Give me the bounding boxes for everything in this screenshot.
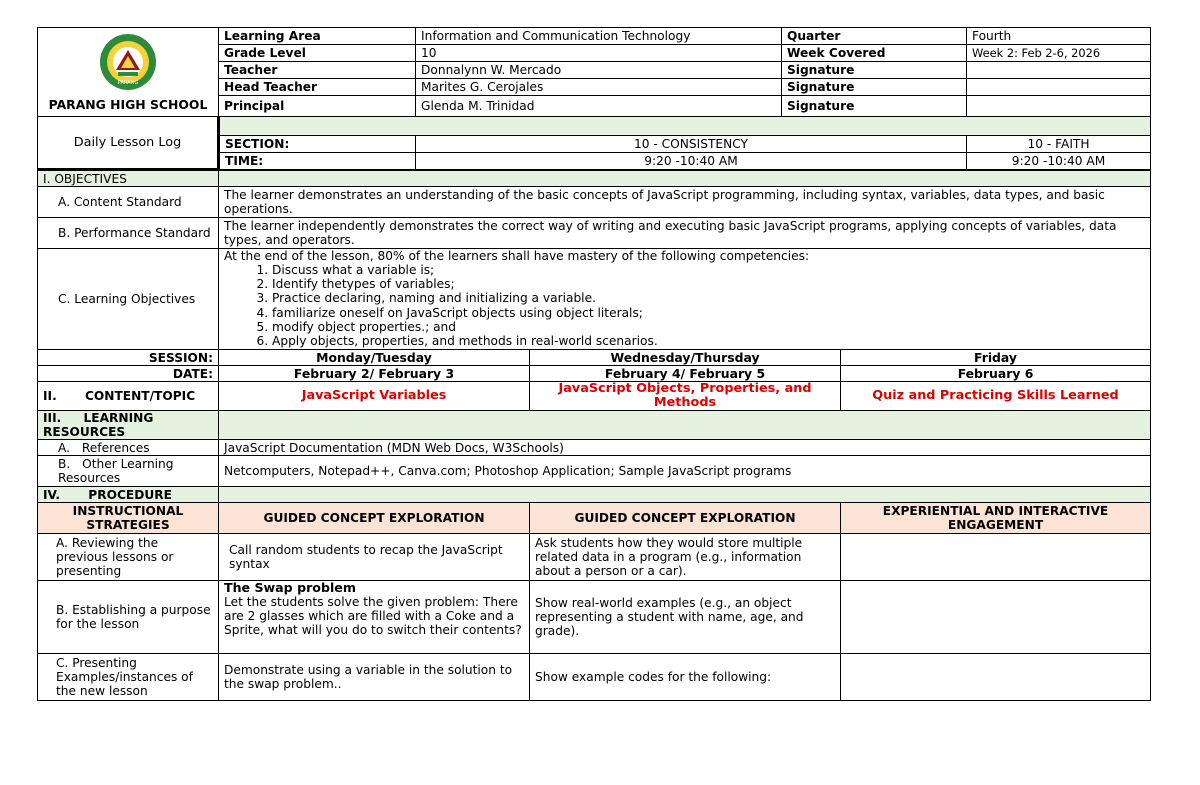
other-resources-label: [38, 456, 219, 487]
learning-resources-fill: [219, 411, 1151, 440]
body-table: [37, 170, 1151, 701]
header-spacer: [219, 117, 1151, 136]
session-1: Monday/Tuesday: [219, 350, 530, 366]
procedure-row-c-col1: Demonstrate using a variable in the solution to the swap problem..: [219, 654, 530, 701]
procedure-row-c-label: C. Presenting Examples/instances of the new lesson: [38, 654, 219, 701]
objective-item: 4. familiarize oneself on JavaScript objects using object literals;: [272, 306, 1145, 320]
topic-2: JavaScript Objects, Properties, and Methods: [530, 382, 841, 411]
date-2: February 4/ February 5: [530, 366, 841, 382]
school-seal-icon: [96, 32, 160, 92]
procedure-fill: [219, 487, 1151, 503]
content-topic-label: [38, 382, 219, 411]
procedure-text: PROCEDURE: [88, 487, 172, 502]
references-value: JavaScript Documentation (MDN Web Docs, W3Schools): [219, 440, 1151, 456]
procedure-row-b-col3: [841, 581, 1151, 654]
teacher-value: Donnalynn W. Mercado: [416, 62, 782, 79]
procedure-row-b-col2: Show real-world examples (e.g., an object representing a student with name, age, and grade).: [530, 581, 841, 654]
procedure-row-a-label: A. Reviewing the previous lessons or presenting: [38, 534, 219, 581]
other-resources-letter: B.: [58, 457, 71, 471]
quarter-label: Quarter: [782, 28, 967, 45]
session-label: SESSION:: [38, 350, 219, 366]
objective-item: 6. Apply objects, properties, and methods in real-world scenarios.: [272, 334, 1145, 348]
principal-signature-value: [967, 96, 1151, 117]
objectives-heading: I. OBJECTIVES: [38, 171, 219, 187]
date-3: February 6: [841, 366, 1151, 382]
time-label: TIME:: [219, 153, 416, 170]
content-topic-text: CONTENT/TOPIC: [84, 389, 196, 403]
objectives-heading-fill: [219, 171, 1151, 187]
time-2: 9:20 -10:40 AM: [967, 153, 1151, 170]
date-label: DATE:: [38, 366, 219, 382]
procedure-row-c-col3: [841, 654, 1151, 701]
school-logo-cell: [38, 28, 219, 117]
procedure-row-b-label: B. Establishing a purpose for the lesson: [38, 581, 219, 654]
performance-standard-label: B. Performance Standard: [38, 218, 219, 249]
grade-level-value: 10: [416, 45, 782, 62]
learning-objectives-cell: [219, 249, 1151, 350]
strategy-3: EXPERIENTIAL AND INTERACTIVE ENGAGEMENT: [841, 503, 1151, 534]
document-title: Daily Lesson Log: [38, 117, 219, 170]
content-standard-label: A. Content Standard: [38, 187, 219, 218]
head-teacher-label: Head Teacher: [219, 79, 416, 96]
content-topic-num: II.: [43, 389, 57, 403]
references-label: [38, 440, 219, 456]
lesson-log-sheet: [37, 27, 1150, 701]
learning-resources-label: [38, 411, 219, 440]
strategy-1: GUIDED CONCEPT EXPLORATION: [219, 503, 530, 534]
strategy-2: GUIDED CONCEPT EXPLORATION: [530, 503, 841, 534]
content-standard-text: The learner demonstrates an understanding of the basic concepts of JavaScript programming, including syntax, variables, data types, and basic operations.: [219, 187, 1151, 218]
learning-objectives-list: [224, 263, 1145, 348]
session-3: Friday: [841, 350, 1151, 366]
procedure-row-b-col1-cell: [219, 581, 530, 654]
learning-objectives-intro: At the end of the lesson, 80% of the learners shall have mastery of the following competencies:: [224, 249, 810, 263]
head-teacher-signature-value: [967, 79, 1151, 96]
procedure-num: IV.: [43, 487, 61, 502]
week-covered-value: Week 2: Feb 2-6, 2026: [967, 45, 1151, 62]
objective-item: 1. Discuss what a variable is;: [272, 263, 1145, 277]
swap-problem-title: The Swap problem: [224, 580, 356, 595]
performance-standard-text: The learner independently demonstrates the correct way of writing and executing basic JavaScript programs, applying concepts of variables, data types, and operators.: [219, 218, 1151, 249]
procedure-row-c-col2: Show example codes for the following:: [530, 654, 841, 701]
learning-objectives-label: C. Learning Objectives: [38, 249, 219, 350]
head-teacher-value: Marites G. Cerojales: [416, 79, 782, 96]
learning-resources-text: LEARNING RESOURCES: [43, 411, 154, 439]
strategies-label: INSTRUCTIONAL STRATEGIES: [38, 503, 219, 534]
references-letter: A.: [58, 440, 70, 455]
svg-text:PARANG: PARANG: [117, 80, 139, 86]
learning-resources-num: III.: [43, 411, 62, 425]
procedure-row-a-col3: [841, 534, 1151, 581]
head-teacher-signature-label: Signature: [782, 79, 967, 96]
session-2: Wednesday/Thursday: [530, 350, 841, 366]
procedure-row-a-col2: Ask students how they would store multiple related data in a program (e.g., information about a person or a car).: [530, 534, 841, 581]
learning-area-label: Learning Area: [219, 28, 416, 45]
time-1: 9:20 -10:40 AM: [416, 153, 967, 170]
other-resources-value: Netcomputers, Notepad++, Canva.com; Photoshop Application; Sample JavaScript programs: [219, 456, 1151, 487]
teacher-signature-label: Signature: [782, 62, 967, 79]
quarter-value: Fourth: [967, 28, 1151, 45]
principal-label: Principal: [219, 96, 416, 117]
teacher-signature-value: [967, 62, 1151, 79]
teacher-label: Teacher: [219, 62, 416, 79]
principal-signature-label: Signature: [782, 96, 967, 117]
learning-area-value: Information and Communication Technology: [416, 28, 782, 45]
header-table: [37, 27, 1151, 171]
section-label: SECTION:: [219, 136, 416, 153]
section-1: 10 - CONSISTENCY: [416, 136, 967, 153]
references-text: References: [81, 440, 150, 455]
other-resources-text: Other Learning Resources: [58, 457, 174, 485]
procedure-row-b-col1: Let the students solve the given problem: There are 2 glasses which are filled with a Coke and a Sprite, what will you do to switch their contents?: [224, 595, 522, 637]
principal-value: Glenda M. Trinidad: [416, 96, 782, 117]
procedure-row-a-col1: Call random students to recap the JavaScript syntax: [219, 534, 530, 581]
topic-1: JavaScript Variables: [219, 382, 530, 411]
objective-item: 5. modify object properties.; and: [272, 320, 1145, 334]
topic-3: Quiz and Practicing Skills Learned: [841, 382, 1151, 411]
week-covered-label: Week Covered: [782, 45, 967, 62]
section-2: 10 - FAITH: [967, 136, 1151, 153]
school-name: PARANG HIGH SCHOOL: [48, 97, 208, 112]
objective-item: 3. Practice declaring, naming and initializing a variable.: [272, 291, 1145, 305]
grade-level-label: Grade Level: [219, 45, 416, 62]
procedure-label: [38, 487, 219, 503]
objective-item: 2. Identify thetypes of variables;: [272, 277, 1145, 291]
date-1: February 2/ February 3: [219, 366, 530, 382]
